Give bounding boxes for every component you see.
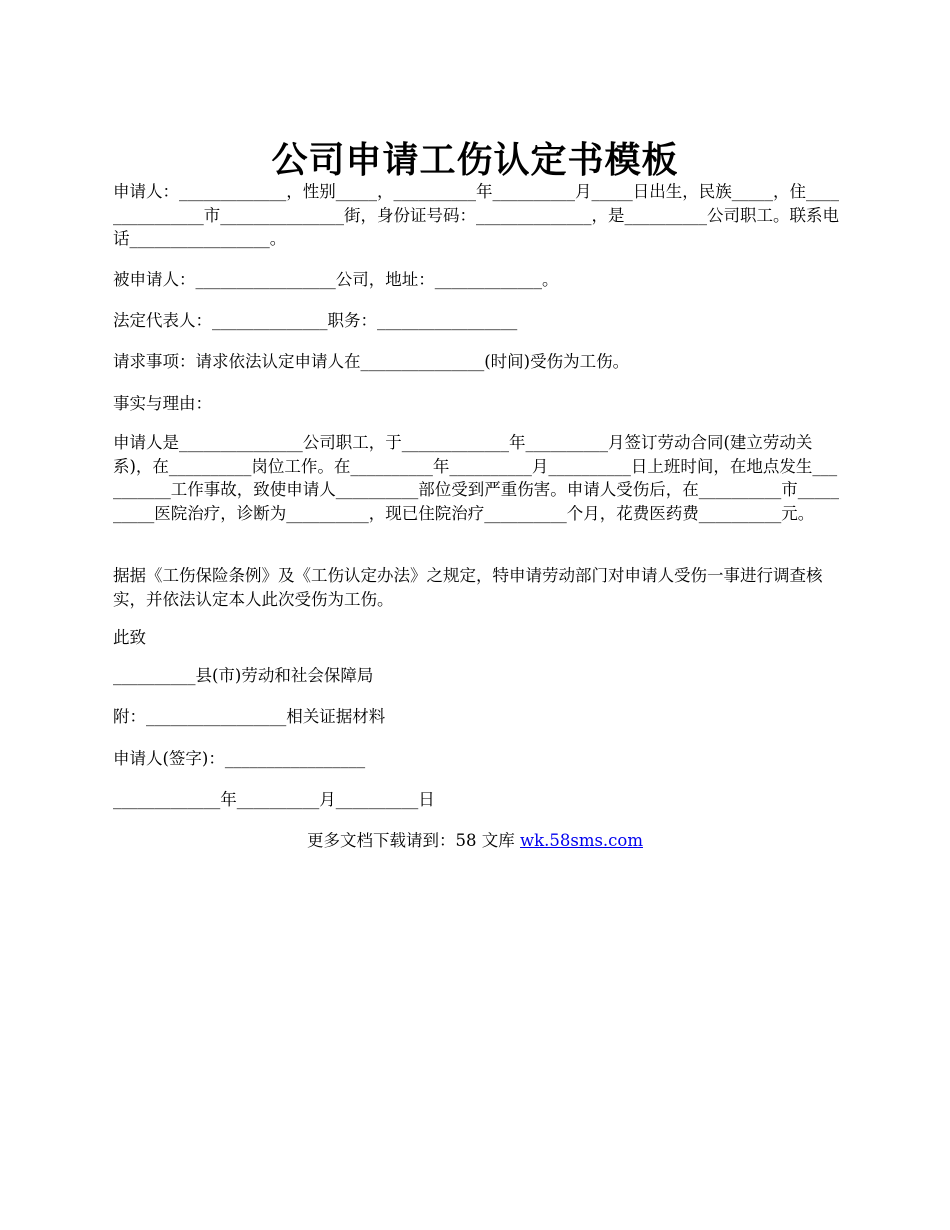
attachment-paragraph: 附：_________________相关证据材料 xyxy=(113,707,386,726)
regulation-paragraph: 据据《工伤保险条例》及《工伤认定办法》之规定，特申请劳动部门对申请人受伤一事进行调查核实，并依法认定本人此次受伤为工伤。 xyxy=(113,566,823,609)
respondent-paragraph: 被申请人：_________________公司，地址：_____________。 xyxy=(113,270,559,289)
document-title: 公司申请工伤认定书模板 xyxy=(271,139,679,182)
footer-link[interactable]: wk.58sms.com xyxy=(519,831,643,850)
facts-heading: 事实与理由： xyxy=(113,394,212,413)
legal-representative-paragraph: 法定代表人：______________职务：_________________ xyxy=(113,311,518,330)
recipient-paragraph: __________县(市)劳动和社会保障局 xyxy=(113,666,374,685)
facts-paragraph: 申请人是_______________公司职工，于_____________年__________月签订劳动合同(建立劳动关系)，在__________岗位工作。在__________年__________月__________日上班时间，在地点发生__________工作事故，致使申请人__________部位受到严重伤害。申请人受伤后，在__________市__________医院治疗，诊断为__________，现已住院治疗__________个月，花费医药费__________元。 xyxy=(113,433,839,523)
signature-paragraph: 申请人(签字)：_________________ xyxy=(113,749,366,768)
footer-text: 更多文档下载请到：58 文库 xyxy=(306,831,520,850)
applicant-info-paragraph: 申请人：_____________，性别_____，__________年__________月_____日出生，民族_____，住_______________市_______________街，身份证号码：______________，是__________公司职工。联系电话_________________。 xyxy=(113,182,839,248)
request-paragraph: 请求事项：请求依法认定申请人在_______________(时间)受伤为工伤。 xyxy=(113,352,630,371)
date-paragraph: _____________年__________月__________日 xyxy=(113,790,435,809)
salutation-paragraph: 此致 xyxy=(113,628,146,647)
footer xyxy=(0,829,950,853)
